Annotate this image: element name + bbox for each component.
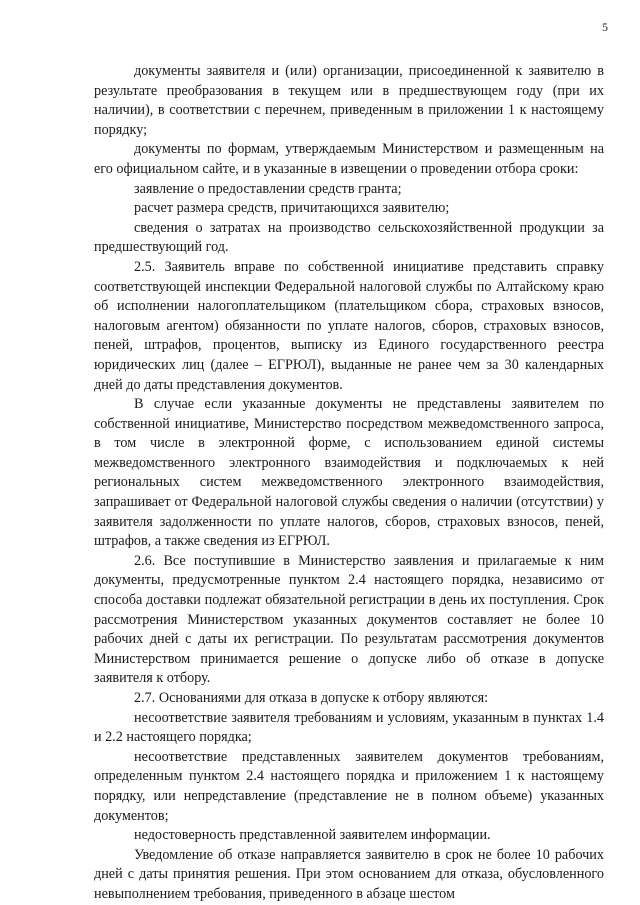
paragraph: недостоверность представленной заявителем информации. bbox=[134, 827, 491, 844]
paragraph: документы заявителя и (или) организации, присоединенной к заявителю в результате преобразования в текущем или в предшествующем году (при их наличии), в соответствии с перечнем, приведенным в приложении 1 к настоящему порядку; bbox=[94, 63, 604, 138]
paragraph: документы по формам, утверждаемым Министерством и размещенным на его официальном сайте, и в указанные в извещении о проведении отбора сроки: bbox=[94, 141, 604, 177]
paragraph: 2.7. Основаниями для отказа в допуске к отбору являются: bbox=[134, 690, 489, 706]
paragraph: В случае если указанные документы не представлены заявителем по собственной инициативе, Министерство посредством межведомственного запроса, в том числе в электронной форме, с использованием единой системы межведомственного электронного взаимодействия и подключаемых к ней региональных систем межведомственного электронного взаимодействия, запрашивает от Федеральной налоговой службы сведения о наличии (отсутствии) у заявителя задолженности по уплате налогов, сборов, страховых взносов, пеней, штрафов, а также сведения из ЕГРЮЛ. bbox=[94, 396, 604, 550]
paragraph: 2.6. Все поступившие в Министерство заявления и прилагаемые к ним документы, предусмотренные пунктом 2.4 настоящего порядка, независимо от способа доставки подлежат обязательной регистрации в день их поступления. Срок рассмотрения Министерством указанных документов составляет не более 10 рабочих дней с даты их регистрации. По результатам рассмотрения документов Министерством принимается решение о допуске либо об отказе в допуске заявителя к отбору. bbox=[94, 552, 604, 687]
paragraph: 2.5. Заявитель вправе по собственной инициативе представить справку соответствующей инспекции Федеральной налоговой службы по Алтайскому краю об исполнении налогоплательщиком (плательщиком сбора, страховых взносов, налоговым агентом) обязанности по уплате налогов, сборов, страховых взносов, пеней, штрафов, процентов, выписку из Единого государственного реестра юридических лиц (далее – ЕГРЮЛ), выданные не ранее чем за 30 календарных дней до даты представления документов. bbox=[94, 258, 604, 393]
page-number: 5 bbox=[602, 20, 608, 34]
paragraph: несоответствие заявителя требованиям и условиям, указанным в пунктах 1.4 и 2.2 настоящего порядка; bbox=[94, 709, 604, 746]
paragraph: несоответствие представленных заявителем документов требованиям, определенным пунктом 2.4 настоящего порядка и приложением 1 к настоящему порядку, или непредставление (представление не в полном объеме) указанных документов; bbox=[94, 748, 604, 824]
document-body bbox=[94, 62, 604, 905]
paragraph: сведения о затратах на производство сельскохозяйственной продукции за предшествующий год. bbox=[94, 219, 604, 256]
paragraph: Уведомление об отказе направляется заявителю в срок не более 10 рабочих дней с даты принятия решения. При этом основанием для отказа, обусловленного невыполнением требования, приведенного в абзаце шестом bbox=[94, 846, 604, 902]
paragraph: заявление о предоставлении средств гранта; bbox=[134, 180, 402, 197]
paragraph: расчет размера средств, причитающихся заявителю; bbox=[134, 200, 450, 217]
